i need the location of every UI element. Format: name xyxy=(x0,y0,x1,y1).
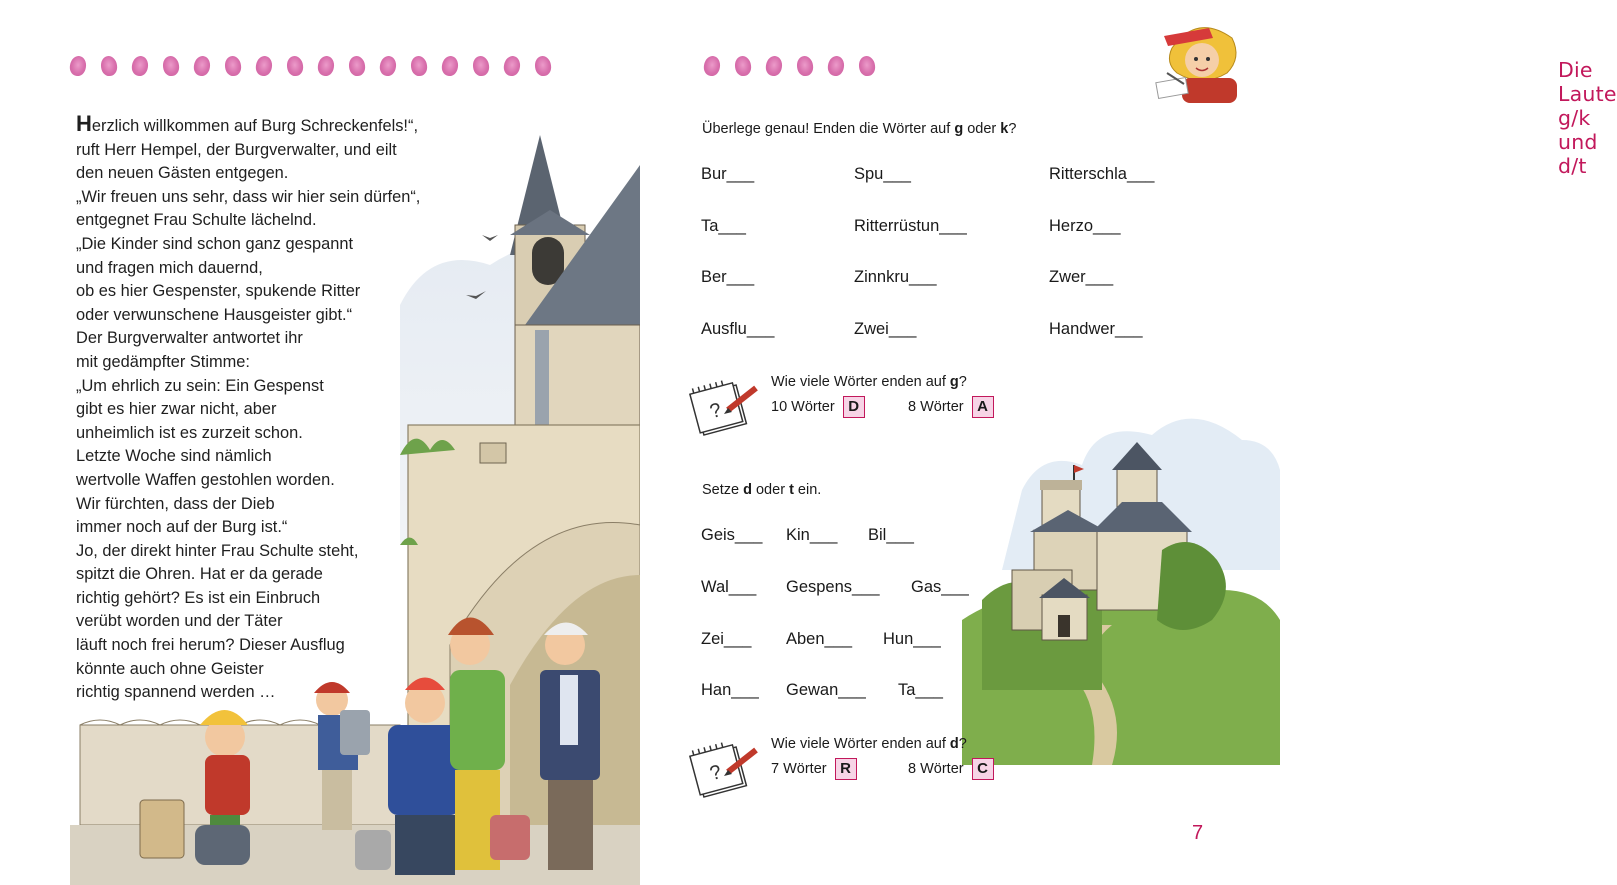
word-gap[interactable]: Herzo___ xyxy=(1049,217,1121,235)
fingerprint-icon xyxy=(316,55,335,77)
word-gap[interactable]: Ta___ xyxy=(898,681,943,699)
story-line: oder verwunschene Hausgeister gibt.“ xyxy=(76,305,353,324)
story-line: „Wir freuen uns sehr, dass wir hier sein dürfen“, xyxy=(76,187,421,206)
fingerprint-icon xyxy=(100,55,119,77)
fingerprint-icon xyxy=(858,55,877,77)
instruction-gk: Überlege genau! Enden die Wörter auf g oder k? xyxy=(702,121,1017,137)
story-text xyxy=(76,112,476,705)
castle-illustration xyxy=(962,370,1280,765)
story-line: den neuen Gästen entgegen. xyxy=(76,164,289,183)
svg-text:?: ? xyxy=(707,761,724,786)
fingerprint-icon xyxy=(348,55,367,77)
fingerprint-icon xyxy=(472,55,491,77)
page-number: 7 xyxy=(1192,822,1204,844)
notepad-pencil-icon xyxy=(690,740,762,802)
instruction-dt: Setze d oder t ein. xyxy=(702,482,822,498)
word-gap[interactable]: Gespens___ xyxy=(786,578,880,596)
word-gap[interactable]: Spu___ xyxy=(854,165,911,183)
fingerprint-icon xyxy=(826,55,845,77)
story-line: ruft Herr Hempel, der Burgverwalter, und eilt xyxy=(76,140,397,159)
story-line: verübt worden und der Täter xyxy=(76,612,283,631)
word-gap[interactable]: Kin___ xyxy=(786,526,838,544)
word-gap[interactable]: Bur___ xyxy=(701,165,755,183)
question-d: Wie viele Wörter enden auf d? xyxy=(771,736,967,752)
fingerprint-icon xyxy=(734,55,753,77)
fingerprint-icon xyxy=(192,55,211,77)
story-line: wertvolle Waffen gestohlen worden. xyxy=(76,470,335,489)
answer-option[interactable]: 7 Wörter R xyxy=(771,758,857,780)
story-line: Herzlich willkommen auf Burg Schreckenfels!“, xyxy=(76,111,418,136)
answer-letter-box[interactable]: A xyxy=(972,396,994,418)
fingerprint-row-right xyxy=(704,56,890,76)
fingerprint-icon xyxy=(502,55,521,77)
fingerprint-icon xyxy=(130,55,149,77)
word-gap[interactable]: Ta___ xyxy=(701,217,746,235)
fingerprint-icon xyxy=(162,55,181,77)
word-gap[interactable]: Hun___ xyxy=(883,630,941,648)
girl-writing-illustration xyxy=(1152,18,1252,103)
story-line: gibt es hier zwar nicht, aber xyxy=(76,400,277,419)
answer-letter-box[interactable]: R xyxy=(835,758,857,780)
word-gap[interactable]: Geis___ xyxy=(701,526,763,544)
word-gap[interactable]: Ritterrüstun___ xyxy=(854,217,967,235)
word-gap[interactable]: Zinnkru___ xyxy=(854,268,937,286)
svg-text:?: ? xyxy=(707,399,724,424)
question-g: Wie viele Wörter enden auf g? xyxy=(771,374,967,390)
story-line: Wir fürchten, dass der Dieb xyxy=(76,494,275,513)
fingerprint-icon xyxy=(286,55,305,77)
story-line: unheimlich ist es zurzeit schon. xyxy=(76,423,303,442)
fingerprint-row-left xyxy=(70,56,566,76)
fingerprint-icon xyxy=(796,55,815,77)
answer-letter-box[interactable]: C xyxy=(972,758,994,780)
word-gap[interactable]: Gewan___ xyxy=(786,681,866,699)
word-gap[interactable]: Zwei___ xyxy=(854,320,917,338)
fingerprint-icon xyxy=(224,55,243,77)
story-line: ob es hier Gespenster, spukende Ritter xyxy=(76,282,361,301)
page-title: Die Laute g/k und d/t xyxy=(1558,58,1617,178)
story-line: richtig gehört? Es ist ein Einbruch xyxy=(76,588,321,607)
word-gap[interactable]: Bil___ xyxy=(868,526,914,544)
story-line: richtig spannend werden … xyxy=(76,683,276,702)
story-line: könnte auch ohne Geister xyxy=(76,659,264,678)
word-gap[interactable]: Ritterschla___ xyxy=(1049,165,1155,183)
word-gap[interactable]: Handwer___ xyxy=(1049,320,1143,338)
story-line: Letzte Woche sind nämlich xyxy=(76,447,272,466)
story-line: immer noch auf der Burg ist.“ xyxy=(76,518,288,537)
story-line: Der Burgverwalter antwortet ihr xyxy=(76,329,303,348)
word-gap[interactable]: Han___ xyxy=(701,681,759,699)
notepad-pencil-icon xyxy=(690,378,762,440)
story-line: läuft noch frei herum? Dieser Ausflug xyxy=(76,636,345,655)
fingerprint-icon xyxy=(702,55,721,77)
answer-option[interactable]: 8 Wörter A xyxy=(908,396,994,418)
story-line: Jo, der direkt hinter Frau Schulte steht, xyxy=(76,541,359,560)
story-line: „Um ehrlich zu sein: Ein Gespenst xyxy=(76,376,324,395)
fingerprint-icon xyxy=(534,55,553,77)
fingerprint-icon xyxy=(440,55,459,77)
fingerprint-icon xyxy=(68,55,87,77)
fingerprint-icon xyxy=(764,55,783,77)
fingerprint-icon xyxy=(410,55,429,77)
story-line: mit gedämpfter Stimme: xyxy=(76,352,250,371)
fingerprint-icon xyxy=(254,55,273,77)
story-line: spitzt die Ohren. Hat er da gerade xyxy=(76,565,323,584)
answer-letter-box[interactable]: D xyxy=(843,396,865,418)
dropcap: H xyxy=(76,111,92,136)
answer-option[interactable]: 10 Wörter D xyxy=(771,396,865,418)
word-gap[interactable]: Ber___ xyxy=(701,268,755,286)
word-gap[interactable]: Zei___ xyxy=(701,630,752,648)
word-gap[interactable]: Ausflu___ xyxy=(701,320,775,338)
word-gap[interactable]: Wal___ xyxy=(701,578,757,596)
word-gap[interactable]: Zwer___ xyxy=(1049,268,1114,286)
fingerprint-icon xyxy=(378,55,397,77)
story-line: „Die Kinder sind schon ganz gespannt xyxy=(76,234,353,253)
story-line: und fragen mich dauernd, xyxy=(76,258,263,277)
answer-option[interactable]: 8 Wörter C xyxy=(908,758,994,780)
story-line: entgegnet Frau Schulte lächelnd. xyxy=(76,211,317,230)
word-gap[interactable]: Gas___ xyxy=(911,578,969,596)
right-page xyxy=(640,0,1617,885)
left-page xyxy=(0,0,640,885)
word-gap[interactable]: Aben___ xyxy=(786,630,853,648)
